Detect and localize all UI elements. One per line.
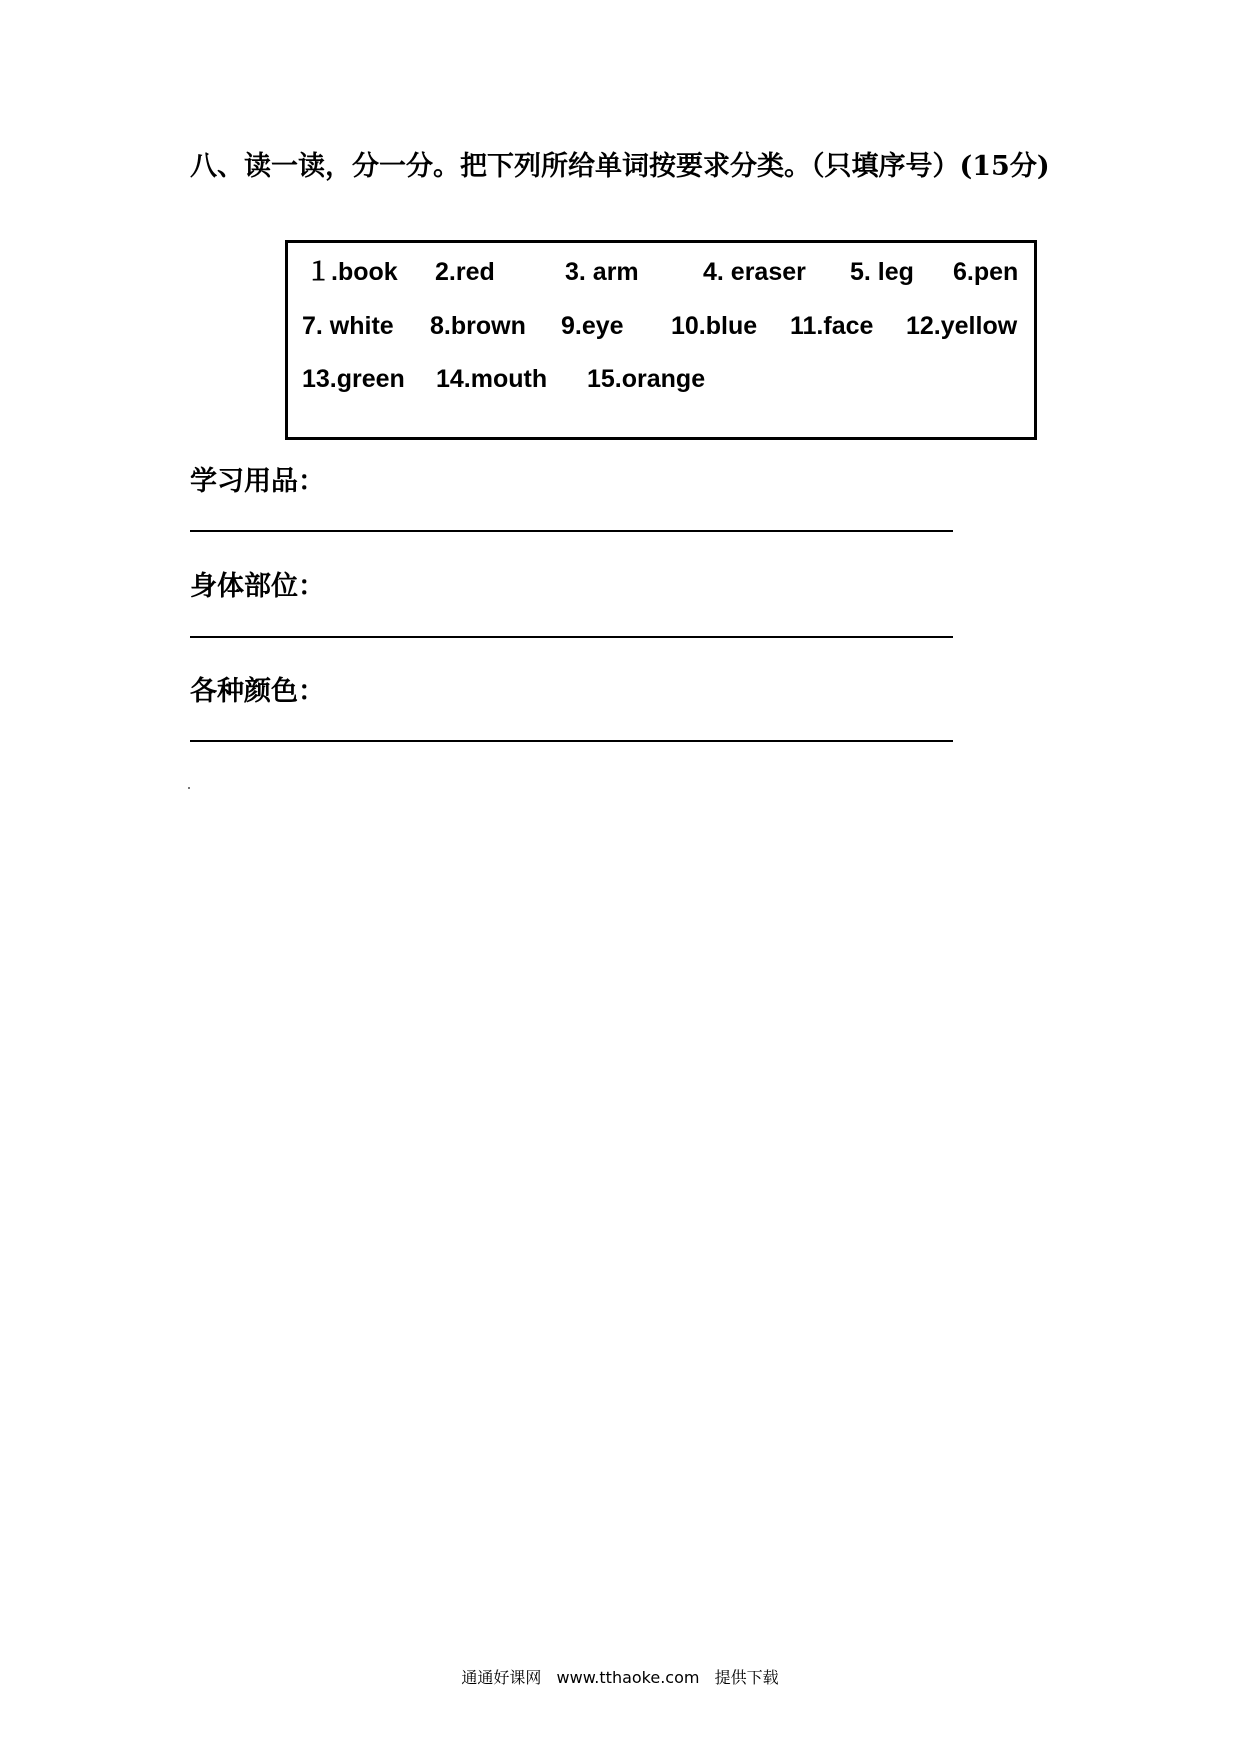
- word-item: 13.green: [302, 365, 405, 393]
- word-item: 3. arm: [565, 258, 639, 286]
- word-item: 8.brown: [430, 312, 526, 340]
- answer-line-colors[interactable]: [190, 740, 953, 742]
- word-item: 11.face: [790, 312, 874, 340]
- category-label-body-parts: 身体部位：: [190, 571, 325, 602]
- word-item: 14.mouth: [436, 365, 548, 393]
- word-item: 2.red: [435, 258, 495, 286]
- word-item: 6.pen: [953, 258, 1019, 286]
- word-item: 15.orange: [587, 365, 706, 393]
- word-item: 9.eye: [561, 312, 624, 340]
- word-item: １.book: [306, 258, 398, 286]
- footer-url[interactable]: www.tthaoke.com: [556, 1668, 700, 1687]
- question-title: 八、读一读，分一分。把下列所给单词按要求分类。（只填序号）(15分): [190, 151, 1050, 182]
- word-item: 12.yellow: [906, 312, 1018, 340]
- stray-dot: [188, 787, 190, 789]
- word-item: 7. white: [302, 312, 394, 340]
- footer-note: 提供下载: [714, 1668, 779, 1687]
- word-item: 10.blue: [671, 312, 758, 340]
- word-bank-box: [285, 240, 1037, 440]
- page-footer: [0, 1667, 1240, 1689]
- answer-line-school-supplies[interactable]: [190, 530, 953, 532]
- category-label-colors: 各种颜色：: [190, 676, 325, 707]
- footer-site-name: 通通好课网: [461, 1668, 542, 1687]
- category-label-school-supplies: 学习用品：: [190, 466, 325, 497]
- word-item: 5. leg: [850, 258, 914, 286]
- word-item: 4. eraser: [703, 258, 806, 286]
- answer-line-body-parts[interactable]: [190, 636, 953, 638]
